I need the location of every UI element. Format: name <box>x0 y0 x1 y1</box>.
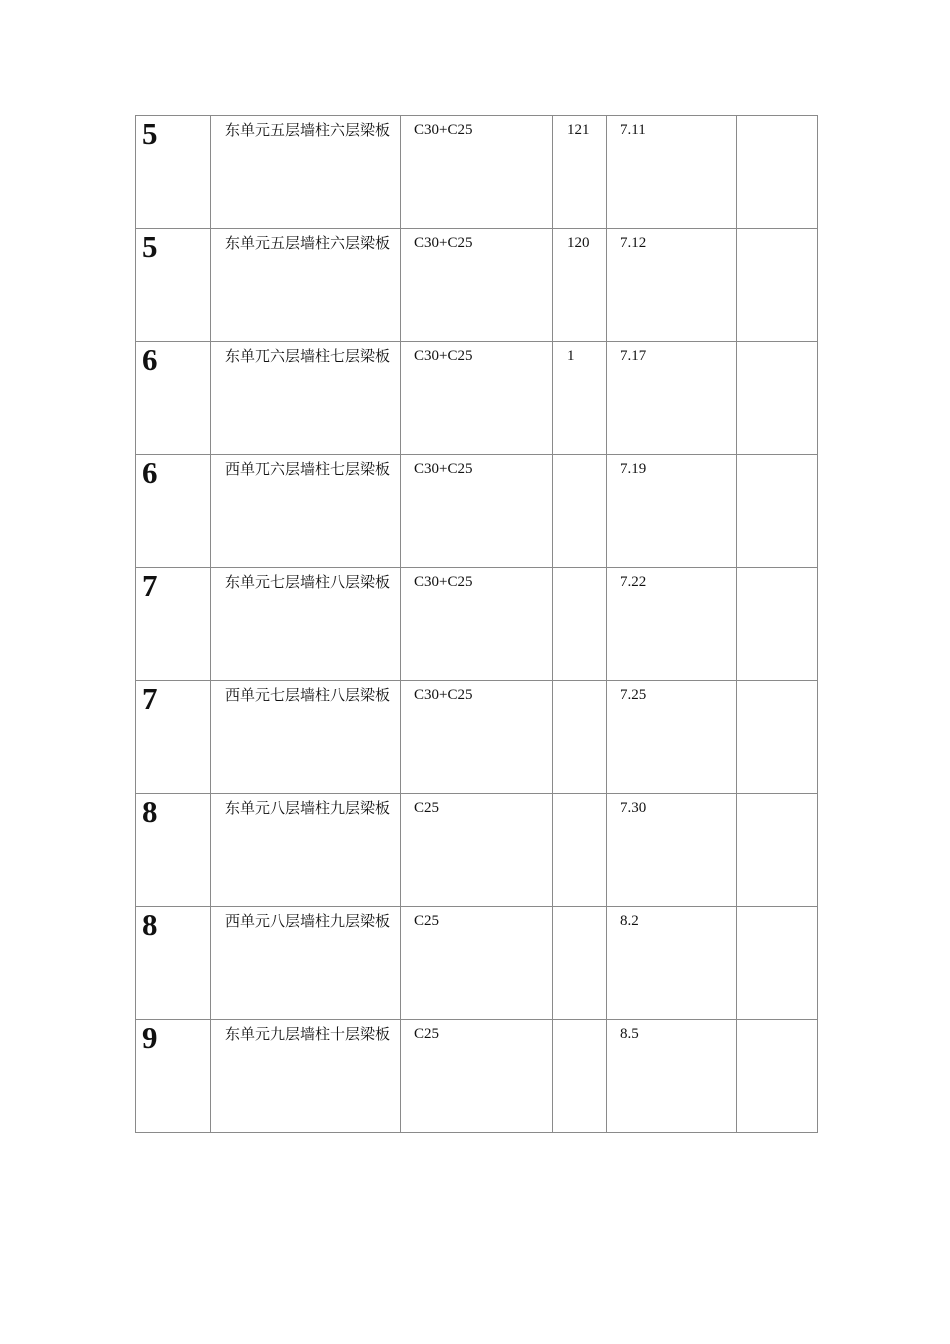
quantity-cell <box>553 455 607 568</box>
pour-date: 8.5 <box>620 1026 639 1042</box>
row-number: 8 <box>142 907 158 942</box>
pour-description: 西单元七层墙柱八层梁板 <box>225 686 391 704</box>
date-cell <box>607 1020 737 1133</box>
table-row <box>136 794 818 907</box>
grade-cell <box>401 1020 553 1133</box>
description-cell <box>211 116 401 229</box>
pour-quantity: 120 <box>567 235 590 251</box>
concrete-grade: C25 <box>414 800 440 816</box>
grade-cell <box>401 229 553 342</box>
grade-cell <box>401 568 553 681</box>
note-cell <box>737 229 818 342</box>
note-cell <box>737 1020 818 1133</box>
description-cell <box>211 568 401 681</box>
note-cell <box>737 907 818 1020</box>
grade-cell <box>401 455 553 568</box>
quantity-cell <box>553 1020 607 1133</box>
date-cell <box>607 794 737 907</box>
pour-date: 7.25 <box>620 687 647 703</box>
pour-quantity <box>553 794 606 799</box>
quantity-cell <box>553 116 607 229</box>
date-cell <box>607 455 737 568</box>
pour-description: 东单元九层墙柱十层梁板 <box>225 1025 391 1043</box>
pour-quantity <box>553 907 606 912</box>
description-cell <box>211 794 401 907</box>
table-row <box>136 1020 818 1133</box>
row-number-cell <box>136 455 211 568</box>
row-number-cell <box>136 1020 211 1133</box>
row-number-cell <box>136 907 211 1020</box>
row-number: 7 <box>142 568 158 603</box>
row-number-cell <box>136 116 211 229</box>
quantity-cell <box>553 568 607 681</box>
concrete-grade: C30+C25 <box>414 122 473 138</box>
description-cell <box>211 455 401 568</box>
table-row <box>136 342 818 455</box>
quantity-cell <box>553 907 607 1020</box>
description-cell <box>211 1020 401 1133</box>
quantity-cell <box>553 681 607 794</box>
pour-record-table <box>135 115 818 1133</box>
row-number: 5 <box>142 229 158 264</box>
table-row <box>136 681 818 794</box>
pour-description: 东单元五层墙柱六层梁板 <box>225 121 391 139</box>
description-cell <box>211 229 401 342</box>
pour-quantity <box>553 1020 606 1025</box>
concrete-grade: C25 <box>414 913 440 929</box>
concrete-grade: C30+C25 <box>414 461 473 477</box>
pour-date: 7.30 <box>620 800 647 816</box>
pour-description: 西单兀六层墙柱七层梁板 <box>225 460 391 478</box>
pour-date: 7.22 <box>620 574 647 590</box>
date-cell <box>607 116 737 229</box>
pour-quantity <box>553 455 606 460</box>
pour-date: 7.19 <box>620 461 647 477</box>
date-cell <box>607 568 737 681</box>
pour-quantity <box>553 681 606 686</box>
pour-date: 7.17 <box>620 348 647 364</box>
note-cell <box>737 342 818 455</box>
date-cell <box>607 229 737 342</box>
concrete-grade: C30+C25 <box>414 687 473 703</box>
pour-date: 8.2 <box>620 913 639 929</box>
row-number: 5 <box>142 116 158 151</box>
pour-date: 7.12 <box>620 235 647 251</box>
note-cell <box>737 681 818 794</box>
concrete-grade: C25 <box>414 1026 440 1042</box>
pour-quantity: 121 <box>567 122 590 138</box>
date-cell <box>607 342 737 455</box>
row-number-cell <box>136 794 211 907</box>
note-cell <box>737 116 818 229</box>
date-cell <box>607 681 737 794</box>
table-row <box>136 455 818 568</box>
pour-date: 7.11 <box>620 122 646 138</box>
table-row <box>136 229 818 342</box>
row-number: 8 <box>142 794 158 829</box>
grade-cell <box>401 907 553 1020</box>
grade-cell <box>401 342 553 455</box>
note-cell <box>737 455 818 568</box>
description-cell <box>211 907 401 1020</box>
pour-description: 西单元八层墙柱九层梁板 <box>225 912 391 930</box>
row-number-cell <box>136 342 211 455</box>
description-cell <box>211 681 401 794</box>
concrete-grade: C30+C25 <box>414 235 473 251</box>
pour-description: 东单兀六层墙柱七层梁板 <box>225 347 391 365</box>
description-cell <box>211 342 401 455</box>
note-cell <box>737 794 818 907</box>
row-number: 6 <box>142 342 158 377</box>
table-row <box>136 907 818 1020</box>
table-row <box>136 568 818 681</box>
quantity-cell <box>553 342 607 455</box>
date-cell <box>607 907 737 1020</box>
row-number: 7 <box>142 681 158 716</box>
concrete-grade: C30+C25 <box>414 574 473 590</box>
row-number-cell <box>136 568 211 681</box>
quantity-cell <box>553 794 607 907</box>
grade-cell <box>401 681 553 794</box>
pour-quantity <box>553 568 606 573</box>
grade-cell <box>401 794 553 907</box>
row-number-cell <box>136 229 211 342</box>
pour-description: 东单元五层墙柱六层梁板 <box>225 234 391 252</box>
row-number: 6 <box>142 455 158 490</box>
note-cell <box>737 568 818 681</box>
row-number-cell <box>136 681 211 794</box>
quantity-cell <box>553 229 607 342</box>
pour-description: 东单元八层墙柱九层梁板 <box>225 799 391 817</box>
table-row <box>136 116 818 229</box>
concrete-grade: C30+C25 <box>414 348 473 364</box>
pour-quantity: 1 <box>567 348 575 364</box>
grade-cell <box>401 116 553 229</box>
row-number: 9 <box>142 1020 158 1055</box>
pour-description: 东单元七层墙柱八层梁板 <box>225 573 391 591</box>
